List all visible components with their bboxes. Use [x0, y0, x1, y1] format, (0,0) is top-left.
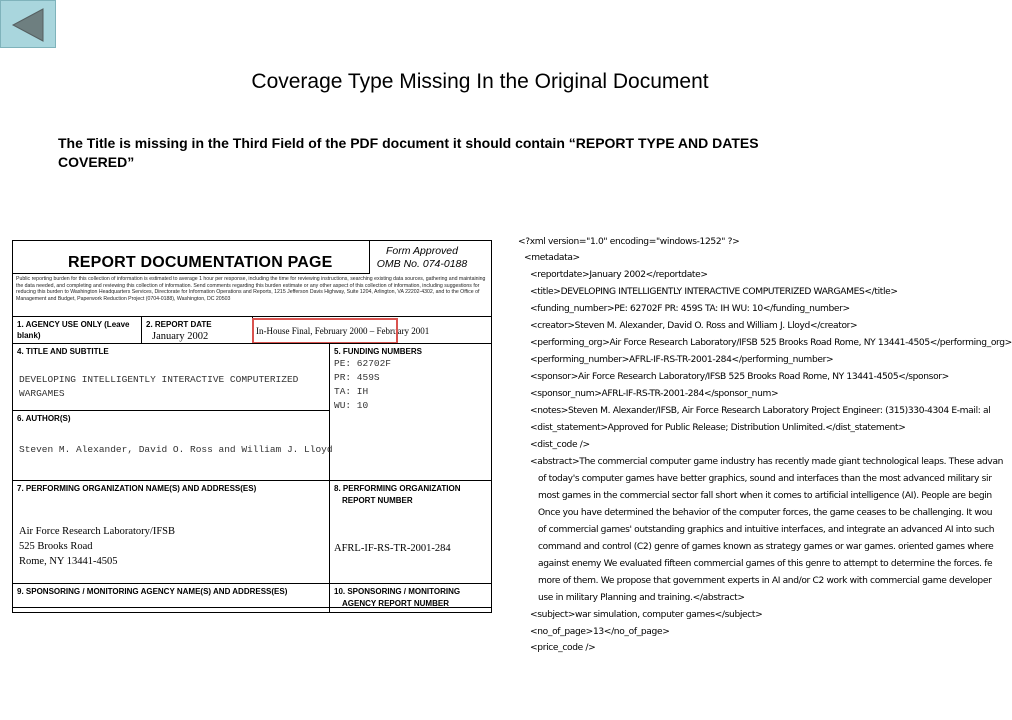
form-approved-line1: Form Approved [386, 245, 458, 257]
xml-line: against enemy We evaluated fifteen commercial games of this genre to attempt to determine the forces. fe [538, 559, 993, 569]
form-approved [372, 245, 472, 271]
field-7-line3: Rome, NY 13441-4505 [19, 556, 118, 567]
xml-line: <sponsor_num>AFRL-IF-RS-TR-2001-284</sponsor_num> [530, 389, 779, 399]
field-7-label: 7. PERFORMING ORGANIZATION NAME(S) AND ADDRESS(ES) [17, 484, 257, 493]
xml-line: command and control (C2) genre of games known as strategy games or war games. oriented games where [538, 542, 994, 552]
back-arrow-icon [9, 7, 49, 43]
field-10-label-1: 10. SPONSORING / MONITORING [334, 587, 461, 596]
form-heading: REPORT DOCUMENTATION PAGE [68, 254, 333, 271]
slide-title: Coverage Type Missing In the Original Document [251, 70, 709, 93]
xml-line: <creator>Steven M. Alexander, David O. Ross and William J. Lloyd</creator> [530, 321, 858, 331]
field-7-line1: Air Force Research Laboratory/IFSB [19, 526, 175, 537]
xml-line: <title>DEVELOPING INTELLIGENTLY INTERACTIVE COMPUTERIZED WARGAMES</title> [530, 287, 898, 297]
field-5-label: 5. FUNDING NUMBERS [334, 347, 423, 356]
xml-line: <reportdate>January 2002</reportdate> [530, 270, 708, 280]
field-6-value: Steven M. Alexander, David O. Ross and William J. Lloyd [19, 444, 333, 455]
xml-line: most games in the commercial sector fall short when it comes to artificial intelligence (AI). People are begin [538, 491, 992, 501]
xml-line: of today's computer games have better graphics, sound and interfaces than the most advanced military sir [538, 474, 992, 484]
field-4-line2: WARGAMES [19, 388, 65, 399]
field-8-label-2: REPORT NUMBER [342, 496, 413, 505]
field-5-line2: PR: 459S [334, 372, 380, 383]
field-7-line2: 525 Brooks Road [19, 541, 93, 552]
xml-line: more of them. We propose that government experts in AI and/or C2 work with commercial game developer [538, 576, 992, 586]
field-2-value: January 2002 [152, 331, 209, 342]
field-4-line1: DEVELOPING INTELLIGENTLY INTERACTIVE COMPUTERIZED [19, 374, 299, 385]
xml-line: <sponsor>Air Force Research Laboratory/IFSB 525 Brooks Road Rome, NY 13441-4505</sponsor> [530, 372, 949, 382]
xml-line: Once you have determined the behavior of the computer forces, the game ceases to be challenging. It wou [538, 508, 993, 518]
back-button[interactable] [0, 0, 56, 48]
field-5-line4: WU: 10 [334, 400, 369, 411]
field-2-label: 2. REPORT DATE [146, 320, 212, 329]
xml-line: <notes>Steven M. Alexander/IFSB, Air Force Research Laboratory Project Engineer: (315)330-4304 E-mail: al [530, 406, 991, 416]
xml-line: <no_of_page>13</no_of_page> [530, 627, 670, 637]
xml-line: use in military Planning and training.</abstract> [538, 593, 745, 603]
field-6-label: 6. AUTHOR(S) [17, 414, 71, 423]
field-5-line1: PE: 62702F [334, 358, 392, 369]
field-1-label-1: 1. AGENCY USE ONLY (Leave [17, 320, 130, 329]
xml-line: of commercial games' outstanding graphics and intuitive interfaces, and integrate an advanced AI into such [538, 525, 995, 535]
xml-line: <abstract>The commercial computer game industry has recently made giant technological leaps. These advan [530, 457, 1004, 467]
xml-line: <subject>war simulation, computer games</subject> [530, 610, 763, 620]
xml-line: <?xml version="1.0" encoding="windows-1252" ?> [518, 237, 740, 247]
field-8-label-1: 8. PERFORMING ORGANIZATION [334, 484, 461, 493]
xml-line: <dist_code /> [530, 440, 590, 450]
field-3-value: In-House Final, February 2000 – February 2001 [256, 326, 430, 336]
field-4-label: 4. TITLE AND SUBTITLE [17, 347, 109, 356]
form-approved-line2: OMB No. 074-0188 [376, 258, 468, 270]
field-1-label-2: blank) [17, 331, 41, 340]
pdf-form-screenshot [12, 240, 492, 608]
slide-note: The Title is missing in the Third Field of the PDF document it should contain “REPORT TYPE AND DATES COVERED” [58, 135, 759, 170]
field-10-label-2: AGENCY REPORT NUMBER [342, 599, 449, 608]
field-5-line3: TA: IH [334, 386, 369, 397]
xml-line: <metadata> [524, 253, 580, 263]
xml-line: <funding_number>PE: 62702F PR: 459S TA: IH WU: 10</funding_number> [530, 304, 850, 314]
form-burden-statement: Public reporting burden for this collection of information is estimated to average 1 hour per response, including the time for reviewing instructions, searching existing data sources, gathering and maintaining the data needed, and completing and reviewing this collection of information. Send comments regarding this burden estimate or any other aspect of this collection of information, including suggestions for reducing this burden to Washington Headquarters Services, Directorate for Information Operations and Reports, 1215 Jefferson Davis Highway, Suite 1204, Arlington, VA 22202-4302, and to the Office of Management and Budget, Paperwork Reduction Project (0704-0188), Washington, DC 20503 [16, 276, 486, 302]
missing-title-highlight [252, 318, 398, 344]
xml-line: <performing_org>Air Force Research Laboratory/IFSB 525 Brooks Road Rome, NY 13441-4505</performing_org> [530, 338, 1012, 348]
xml-metadata-listing [518, 232, 1012, 653]
field-8-value: AFRL-IF-RS-TR-2001-284 [334, 543, 451, 554]
xml-line: <performing_number>AFRL-IF-RS-TR-2001-284</performing_number> [530, 355, 834, 365]
xml-line: <price_code /> [530, 643, 596, 653]
xml-line: <dist_statement>Approved for Public Release; Distribution Unlimited.</dist_statement> [530, 423, 906, 433]
field-9-label: 9. SPONSORING / MONITORING AGENCY NAME(S) AND ADDRESS(ES) [17, 587, 288, 596]
